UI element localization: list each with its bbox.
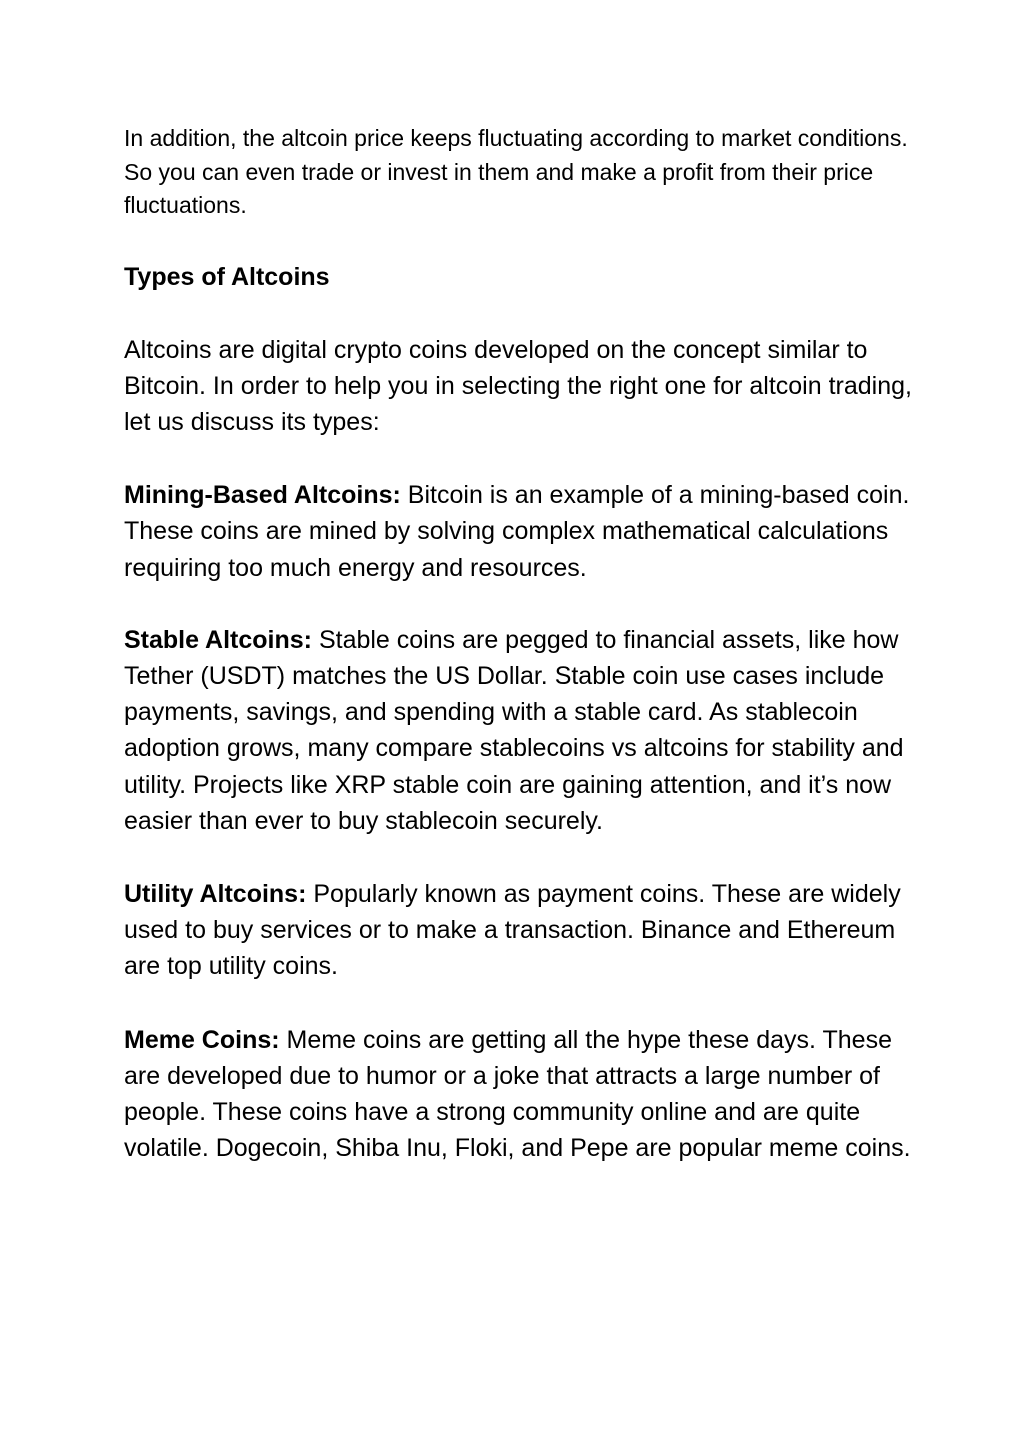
type-paragraph-stable (124, 622, 924, 839)
type-paragraph-mining (124, 477, 924, 586)
type-text-utility: Popularly known as payment coins. These are widely used to buy services or to make a transaction. Binance and Ethereum are top utility coins. (124, 879, 901, 981)
type-term-meme: Meme Coins: (124, 1025, 280, 1054)
section-description: Altcoins are digital crypto coins developed on the concept similar to Bitcoin. In order to help you in selecting the right one for altcoin trading, let us discuss its types: (124, 335, 912, 436)
type-term-mining: Mining-Based Altcoins: (124, 481, 401, 510)
type-paragraph-meme (124, 1022, 924, 1167)
type-text-meme: Meme coins are getting all the hype these days. These are developed due to humor or a joke that attracts a large number of people. These coins have a strong community online and are quite volatile. Dogecoin, Shiba Inu, Floki, and Pepe are popular meme coins. (124, 1025, 911, 1163)
document-page (124, 122, 924, 1166)
type-text-stable: Stable coins are pegged to financial assets, like how Tether (USDT) matches the US Dollar. Stable coin use cases include payments, savings, and spending with a stable card. As stablecoin adoption grows, many compare stablecoins vs altcoins for stability and utility. Projects like XRP stable coin are gaining attention, and it’s now easier than ever to buy stablecoin securely. (124, 625, 904, 835)
type-term-stable: Stable Altcoins: (124, 625, 312, 654)
type-term-utility: Utility Altcoins: (124, 879, 307, 908)
section-heading: Types of Altcoins (124, 262, 330, 291)
intro-paragraph: In addition, the altcoin price keeps fluctuating according to market conditions. So you can even trade or invest in them and make a profit from their price fluctuations. (124, 125, 908, 218)
type-text-mining: Bitcoin is an example of a mining-based coin. These coins are mined by solving complex mathematical calculations requiring too much energy and resources. (124, 481, 910, 582)
type-paragraph-utility (124, 876, 924, 985)
